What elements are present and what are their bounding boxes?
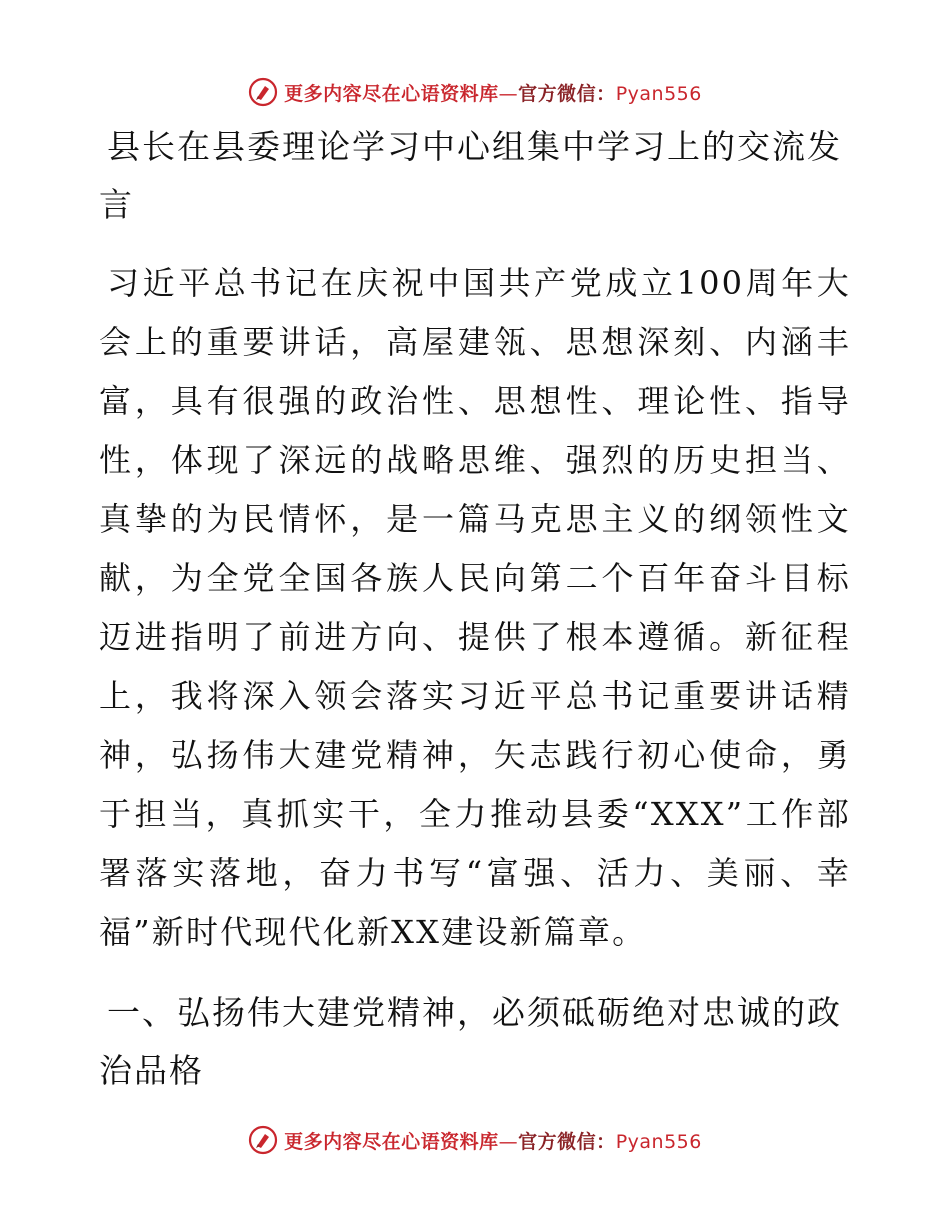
watermark-label: 官方微信： [518,1130,616,1153]
watermark-text [284,79,702,106]
document-body [99,118,851,1100]
watermark-account: Pyan556 [615,82,702,105]
watermark-brand: 更多内容尽在心语资料库 [284,1130,499,1153]
document-title: 县长在县委理论学习中心组集中学习上的交流发言 [99,127,842,224]
body-paragraph: 习近平总书记在庆祝中国共产党成立100周年大会上的重要讲话，高屋建瓴、思想深刻、内涵丰富，具有很强的政治性、思想性、理论性、指导性，体现了深远的战略思维、强烈的历史担当、真挚的为民情怀，是一篇马克思主义的纲领性文献，为全党全国各族人民向第二个百年奋斗目标迈进指明了前进方向、提供了根本遵循。新征程上，我将深入领会落实习近平总书记重要讲话精神，弘扬伟大建党精神，矢志践行初心使命，勇于担当，真抓实干，全力推动县委“XXX”工作部署落实落地，奋力书写“富强、活力、美丽、幸福”新时代现代化新XX建设新篇章。 [99,264,851,951]
watermark-text [284,1127,702,1154]
pen-nib-circle-icon [248,77,278,107]
watermark-footer [0,1120,950,1160]
watermark-brand: 更多内容尽在心语资料库 [284,82,499,105]
pen-nib-circle-icon [248,1125,278,1155]
watermark-label: 官方微信： [518,82,616,105]
section-heading: 一、弘扬伟大建党精神，必须砥砺绝对忠诚的政治品格 [99,993,842,1090]
watermark-header [0,72,950,112]
watermark-dash: — [498,1130,519,1153]
watermark-dash: — [498,82,519,105]
watermark-account: Pyan556 [615,1130,702,1153]
